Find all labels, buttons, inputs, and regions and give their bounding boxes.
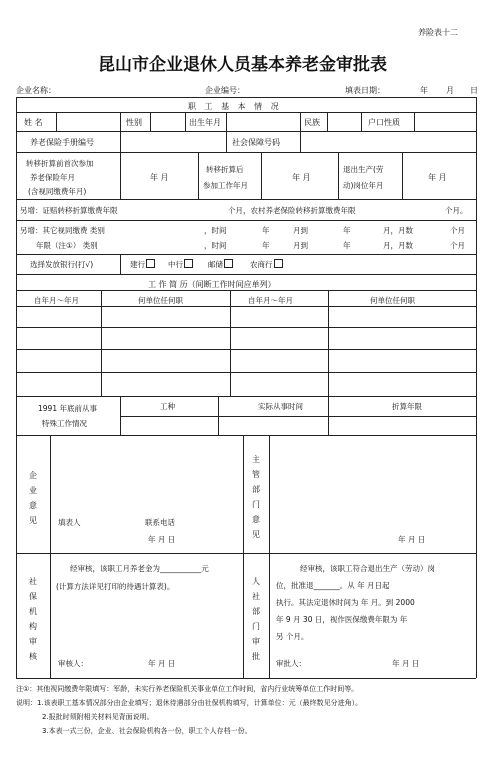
company-opinion-date: 年 月 日	[148, 535, 176, 544]
transfer-after-line2: 参加工作年月	[203, 181, 248, 190]
exit-line2: 动)岗位年月	[343, 181, 384, 190]
checkbox-rcb[interactable]	[274, 259, 283, 268]
birth-label: 出生年月	[189, 118, 221, 127]
hr-line5: 另 个月。	[276, 632, 309, 641]
hukou-label: 户口性质	[368, 118, 400, 127]
exit-line1: 退出生产(劳	[343, 165, 384, 174]
col-unit: 何单位任何职	[138, 296, 183, 305]
agency-line1: 经审核，该职工月养老金为___________元	[70, 564, 209, 573]
fill-date-day: 日	[470, 86, 478, 95]
hr-approver: 审批人：	[276, 659, 306, 668]
bank-rcb[interactable]: 农商行	[250, 259, 283, 270]
hr-line2: 位，批准退_______。从 年 月日起	[276, 581, 390, 590]
checkbox-ccb[interactable]	[146, 259, 155, 268]
basic-info-title: 职 工 基 本 情 况	[188, 102, 282, 111]
fill-date-month: 月	[446, 86, 454, 95]
note-3: 2.报批时须附相关材料见背面说明。	[42, 713, 154, 721]
name-label: 姓 名	[24, 118, 43, 127]
company-no-label: 企业编号：	[205, 86, 245, 95]
hr-line3: 执行。其法定退休时间为 年 月。到 2000	[276, 598, 415, 607]
fill-date-year: 年	[420, 86, 428, 95]
fill-date-label: 填表日期：	[345, 86, 385, 95]
checkbox-psbc[interactable]	[224, 259, 233, 268]
note-1: 注①：其他视同缴费年限填写：军龄，未实行养老保险机关事业单位工作时间，省内行业统筹单位工作时间等。	[16, 685, 359, 693]
col-from-to-2: 自年月～年月	[248, 296, 293, 305]
gender-label: 性别	[126, 118, 142, 127]
note-2: 说明：1.该表职工基本情况部分由企业填写；退休待遇部分由社保机构填写，计算单位：元（最终数见分进角）。	[16, 699, 363, 707]
other-row2-label: 年限（注①） 类别	[36, 241, 98, 250]
exit-date: 年 月	[428, 173, 447, 182]
transfer-before-line2: 养老保险年月	[30, 173, 75, 182]
col-from-to: 自年月～年月	[34, 296, 79, 305]
bank-ccb[interactable]: 建行	[130, 259, 155, 270]
bank-boc[interactable]: 中行	[168, 259, 193, 270]
agency-reviewer: 审核人：	[58, 659, 88, 668]
form-number: 养险表十二	[418, 28, 458, 37]
ethnicity-label: 民族	[304, 118, 320, 127]
phone-label: 联系电话	[145, 518, 175, 527]
bank-label: 选择发放银行(打√)	[30, 260, 94, 269]
dept-opinion-label: 主管部门意见	[252, 455, 260, 539]
hr-line4: 年 9 月 30 日，视作医保缴费年限为 年	[276, 615, 408, 624]
hr-date: 年 月 日	[392, 659, 420, 668]
agency-line2: (计算方法详见打印的待遇计算表)。	[56, 582, 175, 591]
hr-approval-label: 人社部门审批	[252, 577, 260, 661]
bank-psbc[interactable]: 邮储	[208, 259, 233, 270]
hr-line1: 经审核，该职工符合退出生产（劳动）岗	[300, 564, 435, 573]
agency-date: 年 月 日	[148, 659, 176, 668]
social-agency-label: 社保机构审核	[29, 577, 37, 661]
filler-label: 填表人	[58, 518, 81, 527]
company-name-label: 企业名称：	[16, 86, 56, 95]
transfer-before-line3: (含视同缴费年月)	[28, 187, 87, 196]
note-4: 3.本表一式三份，企业、社会保险机构各一份，职工个人存档一份。	[42, 727, 252, 735]
special-work-line2: 特殊工作情况	[42, 419, 87, 428]
transfer-before-line1: 转移折算前首次参加	[26, 159, 94, 168]
extra-contrib-label: 另增：证赔转移折算缴费年限	[20, 206, 118, 215]
social-card-label: 社会保障号码	[232, 138, 280, 147]
checkbox-boc[interactable]	[184, 259, 193, 268]
pension-book-label: 养老保险手册编号	[30, 138, 94, 147]
col-work-type: 工种	[160, 402, 175, 411]
dept-opinion-date: 年 月 日	[398, 535, 426, 544]
company-opinion-label: 企业意见	[29, 471, 37, 525]
page-title: 昆山市企业退休人员基本养老金审批表	[98, 55, 387, 75]
other-row1-label: 另增：其它视同缴费 类别	[20, 226, 105, 235]
col-converted-years: 折算年限	[392, 402, 422, 411]
extra-contrib-end: 个月。	[445, 206, 468, 215]
transfer-after-date: 年 月	[292, 173, 311, 182]
col-actual-time: 实际从事时间	[258, 402, 303, 411]
col-unit-2: 何单位任何职	[370, 296, 415, 305]
extra-contrib-mid: 个月，农村养老保险转移折算缴费年限	[228, 206, 356, 215]
transfer-after-line1: 转移折算后	[206, 165, 244, 174]
special-work-line1: 1991 年底前从事	[38, 404, 97, 413]
transfer-before-date: 年 月	[150, 173, 169, 182]
work-history-title: 工 作 简 历（间断工作时间应单列）	[148, 280, 276, 289]
